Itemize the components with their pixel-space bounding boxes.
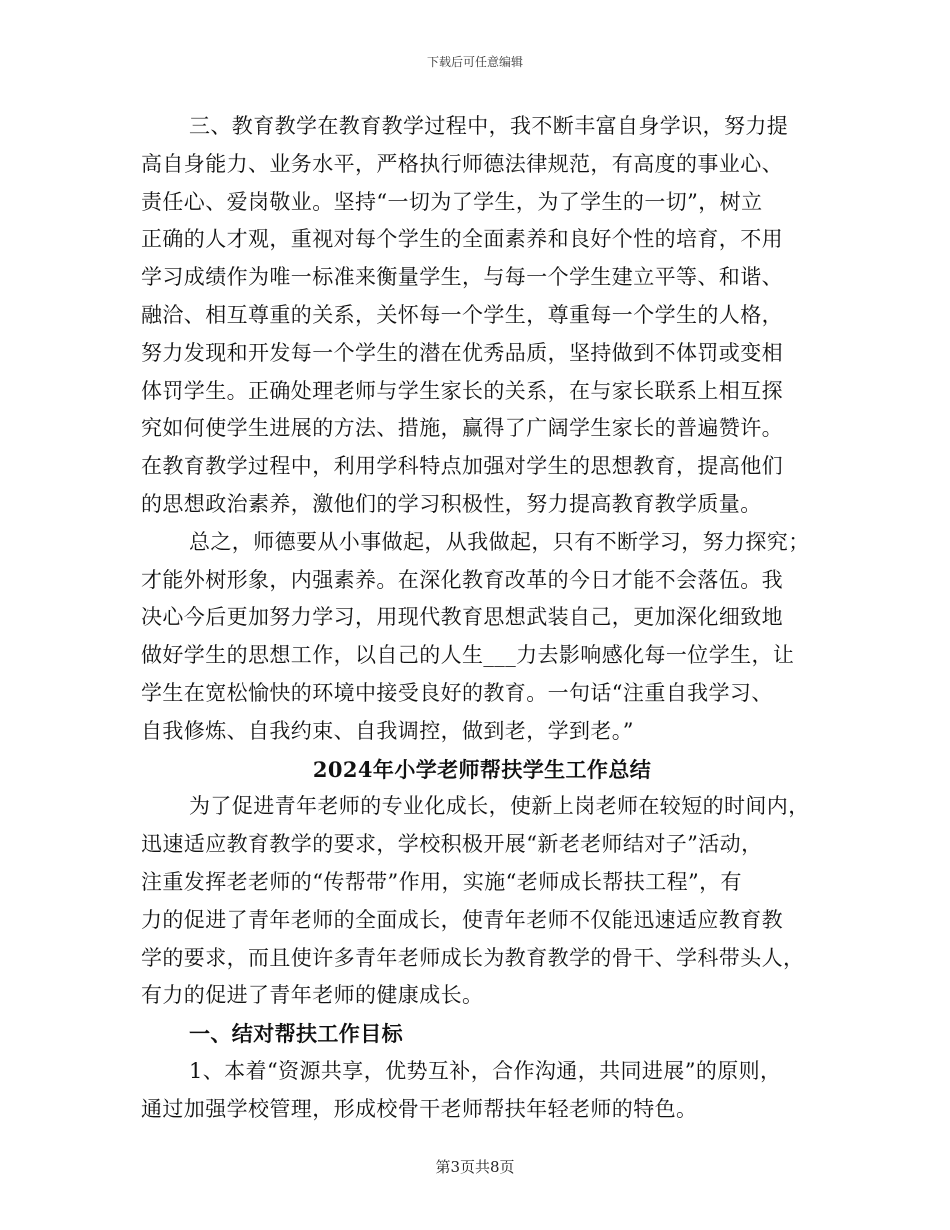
text-line: 正确的人才观，重视对每个学生的全面素养和良好个性的培育，不用 [141, 227, 783, 252]
text-line: 做好学生的思想工作，以自己的人生___力去影响感化每一位学生，让 [141, 643, 795, 668]
text-line: 高自身能力、业务水平，严格执行师德法律规范，有高度的事业心、 [141, 151, 783, 176]
text-line: 体罚学生。正确处理老师与学生家长的关系，在与家长联系上相互探 [141, 378, 783, 403]
paragraph-teaching [141, 108, 813, 524]
text-line: 努力发现和开发每一个学生的潜在优秀品质，坚持做到不体罚或变相 [141, 340, 783, 365]
text-line: 学生在宽松愉快的环境中接受良好的教育。一句话“注重自我学习、 [141, 680, 773, 705]
text-line: 通过加强学校管理，形成校骨干老师帮扶年轻老师的特色。 [141, 1096, 698, 1121]
text-line: 融洽、相互尊重的关系，关怀每一个学生，尊重每一个学生的人格， [141, 302, 783, 327]
text-line: 的思想政治素养，激他们的学习积极性，努力提高教育教学质量。 [141, 491, 762, 516]
text-line: 在教育教学过程中，利用学科特点加强对学生的思想教育，提高他们 [141, 454, 783, 479]
text-line: 才能外树形象，内强素养。在深化教育改革的今日才能不会落伍。我 [141, 567, 783, 592]
section-title: 2024年小学老师帮扶学生工作总结 [312, 756, 652, 782]
text-line: 为了促进青年老师的专业化成长，使新上岗老师在较短的时间内， [189, 794, 810, 819]
text-line: 学的要求，而且使许多青年老师成长为教育教学的骨干、学科带头人， [141, 945, 805, 970]
text-line: 1、本着“资源共享，优势互补，合作沟通，共同进展”的原则， [189, 1058, 782, 1083]
text-line: 总之，师德要从小事做起，从我做起，只有不断学习，努力探究； [189, 529, 810, 554]
text-line: 自我修炼、自我约束、自我调控，做到老，学到老。” [141, 718, 634, 743]
paragraph-goal [141, 1053, 813, 1129]
text-line: 责任心、爱岗敬业。坚持“一切为了学生，为了学生的一切”，树立 [141, 189, 763, 214]
text-line: 迅速适应教育教学的要求，学校积极开展“新老老师结对子”活动， [141, 832, 763, 857]
text-line: 注重发挥老老师的“传帮带”作用，实施“老师成长帮扶工程”，有 [141, 869, 742, 894]
text-line: 学习成绩作为唯一标准来衡量学生，与每一个学生建立平等、和谐、 [141, 265, 783, 290]
paragraph-summary [141, 524, 813, 751]
page-header: 下载后可任意编辑 [426, 55, 523, 69]
document-body [141, 108, 813, 1129]
page-number: 第3页共8页 [435, 1158, 515, 1176]
text-line: 决心今后更加努力学习，用现代教育思想武装自己，更加深化细致地 [141, 605, 783, 630]
text-line: 力的促进了青年老师的全面成长，使青年老师不仅能迅速适应教育教 [141, 907, 783, 932]
text-line: 三、教育教学在教育教学过程中，我不断丰富自身学识，努力提 [189, 114, 789, 138]
paragraph-intro [141, 788, 813, 1015]
subheading: 一、结对帮扶工作目标 [189, 1021, 403, 1047]
text-line: 有力的促进了青年老师的健康成长。 [141, 983, 484, 1008]
text-line: 究如何使学生进展的方法、措施，赢得了广阔学生家长的普遍赞许。 [141, 416, 783, 441]
